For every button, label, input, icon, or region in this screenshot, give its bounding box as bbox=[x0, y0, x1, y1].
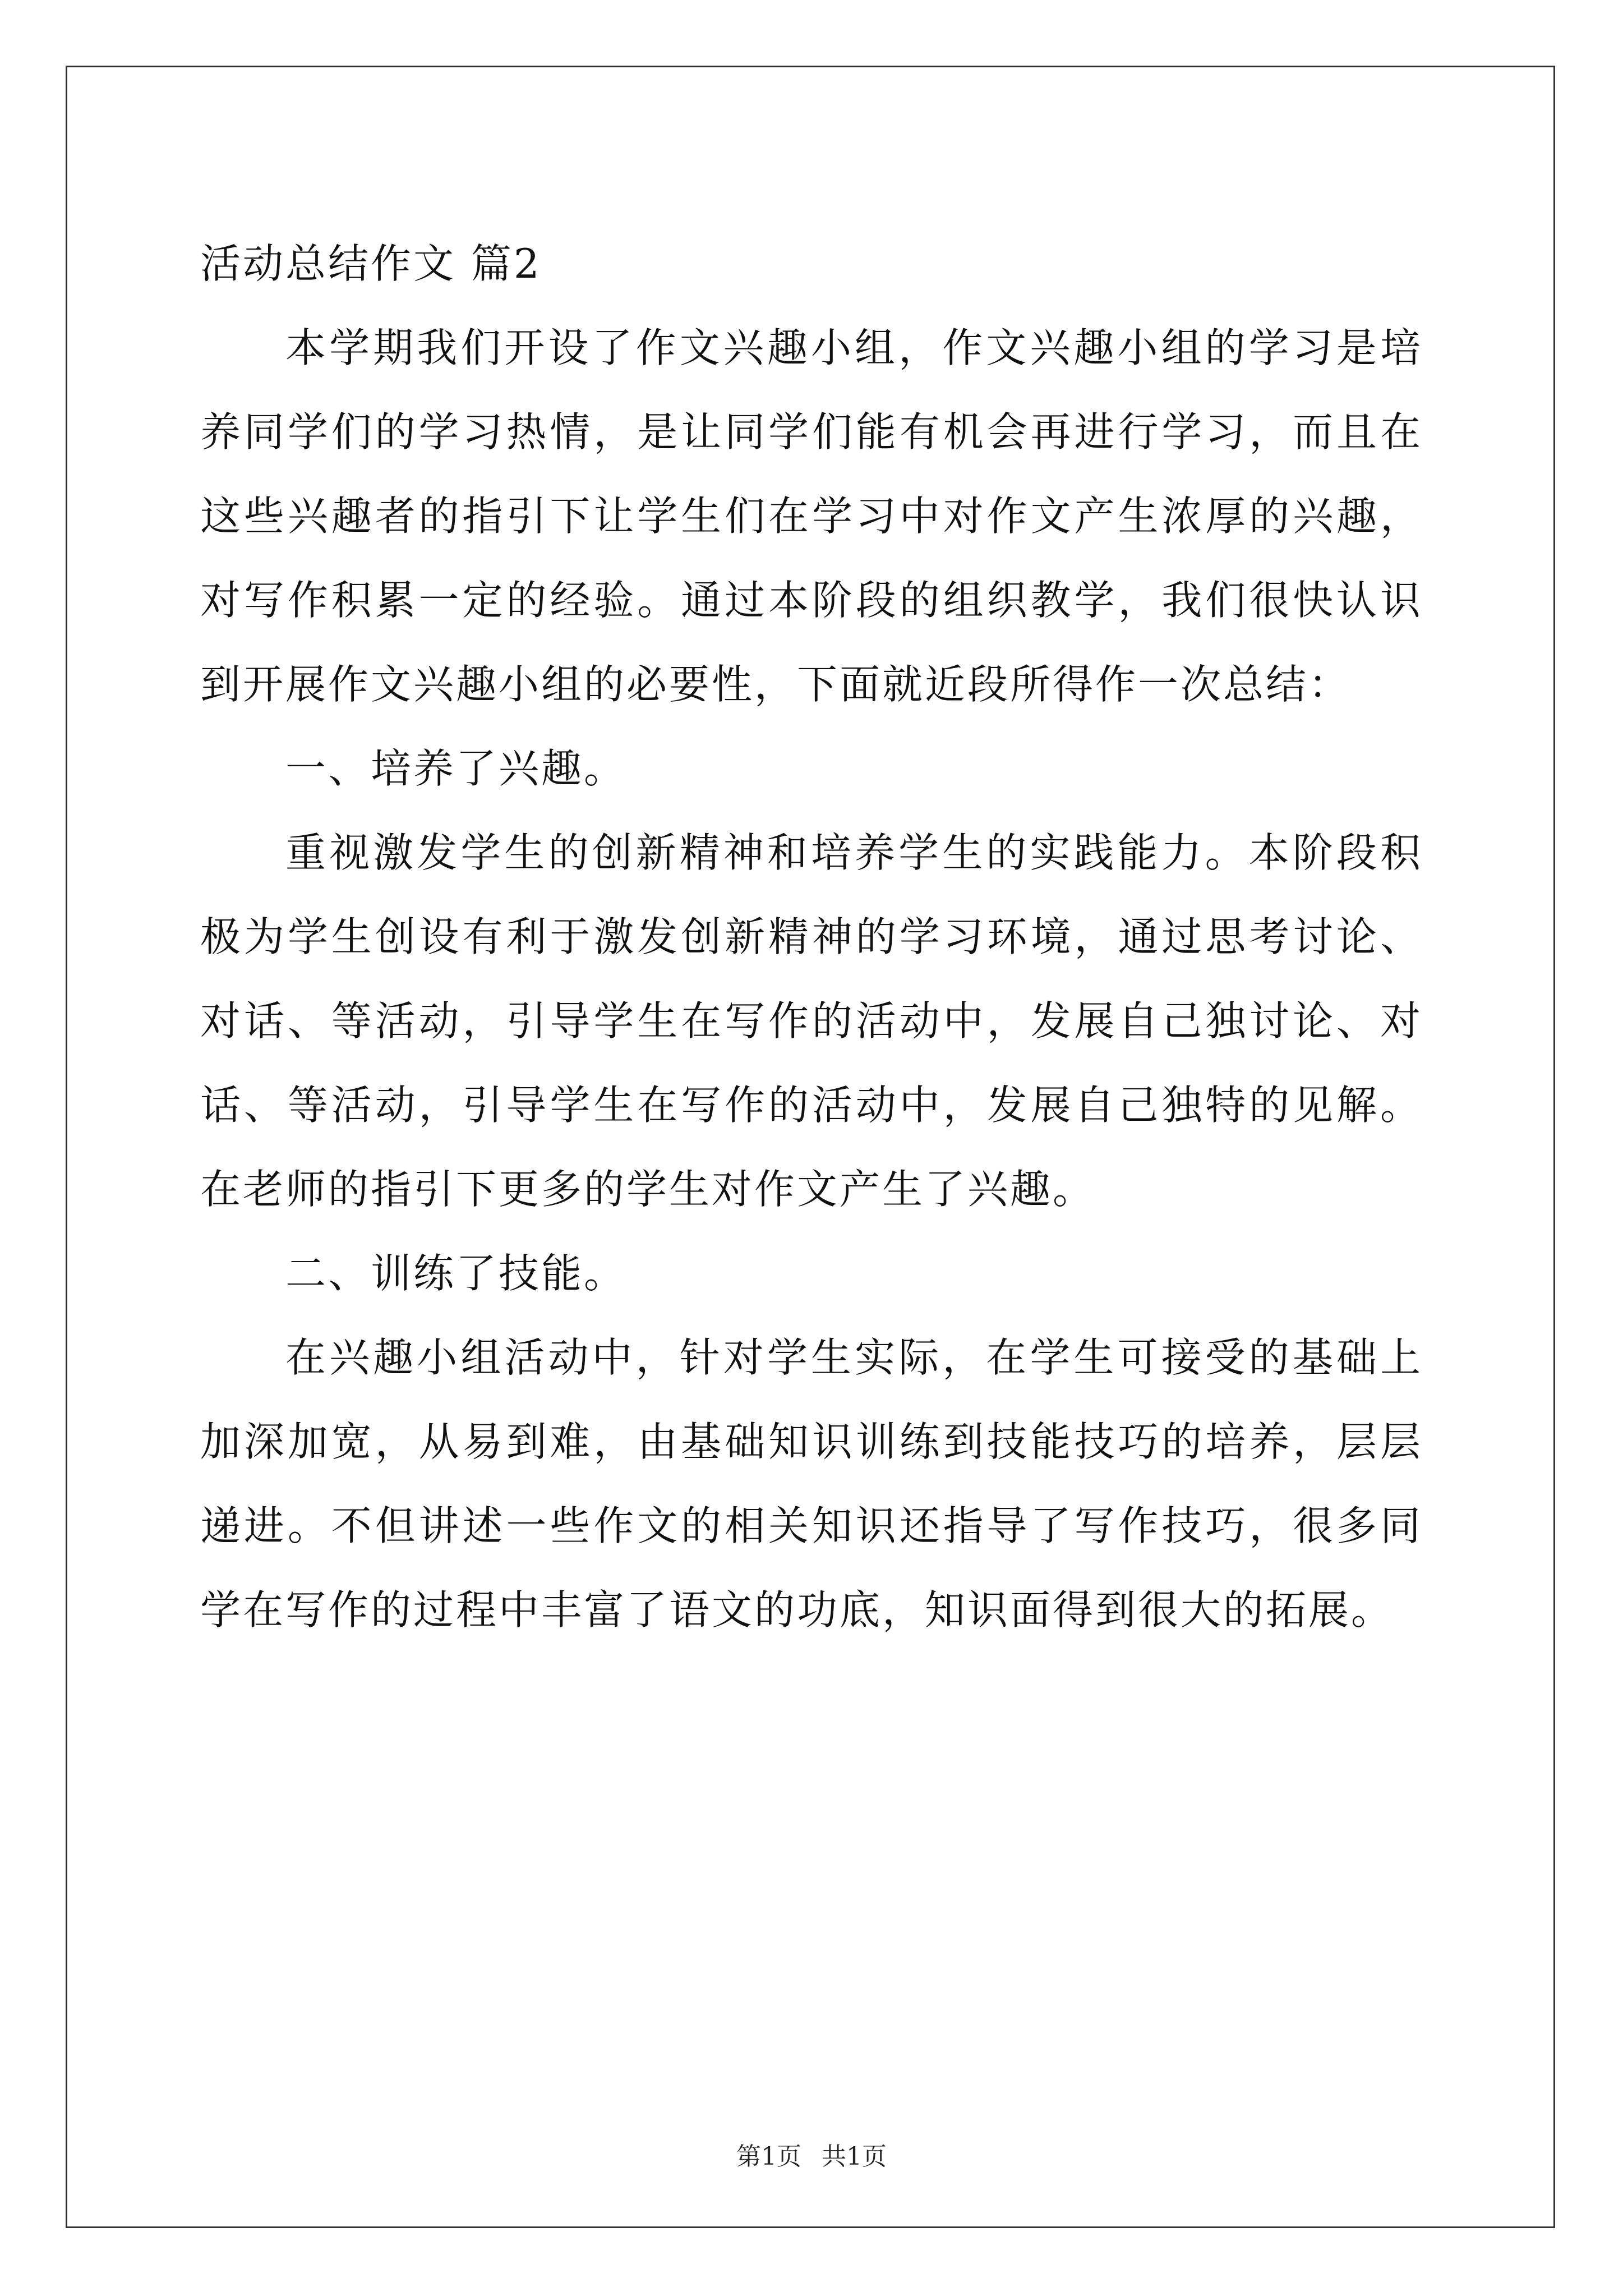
paragraph-skills: 在兴趣小组活动中，针对学生实际，在学生可接受的基础上加深加宽，从易到难，由基础知识训练到技能技巧的培养，层层递进。不但讲述一些作文的相关知识还指导了写作技巧，很多同学在写作的过程中丰富了语文的功底，知识面得到很大的拓展。 bbox=[200, 1334, 1423, 1634]
paragraph-intro: 本学期我们开设了作文兴趣小组，作文兴趣小组的学习是培养同学们的学习热情，是让同学们能有机会再进行学习，而且在这些兴趣者的指引下让学生们在学习中对作文产生浓厚的兴趣，对写作积累一定的经验。通过本阶段的组织教学，我们很快认识到开展作文兴趣小组的必要性，下面就近段所得作一次总结： bbox=[200, 324, 1423, 708]
paragraph-interest: 重视激发学生的创新精神和培养学生的实践能力。本阶段积极为学生创设有利于激发创新精神的学习环境，通过思考讨论、对话、等活动，引导学生在写作的活动中，发展自己独讨论、对话、等活动，引导学生在写作的活动中，发展自己独特的见解。在老师的指引下更多的学生对作文产生了兴趣。 bbox=[200, 829, 1423, 1213]
page-number: 第1页 bbox=[736, 2142, 801, 2171]
page-total: 共1页 bbox=[822, 2142, 887, 2171]
document-title: 活动总结作文 篇2 bbox=[200, 240, 542, 287]
page-footer bbox=[0, 2140, 1623, 2174]
section-heading-1: 一、培养了兴趣。 bbox=[285, 745, 627, 792]
document-body bbox=[200, 222, 1423, 1652]
section-heading-2: 二、训练了技能。 bbox=[285, 1250, 627, 1297]
